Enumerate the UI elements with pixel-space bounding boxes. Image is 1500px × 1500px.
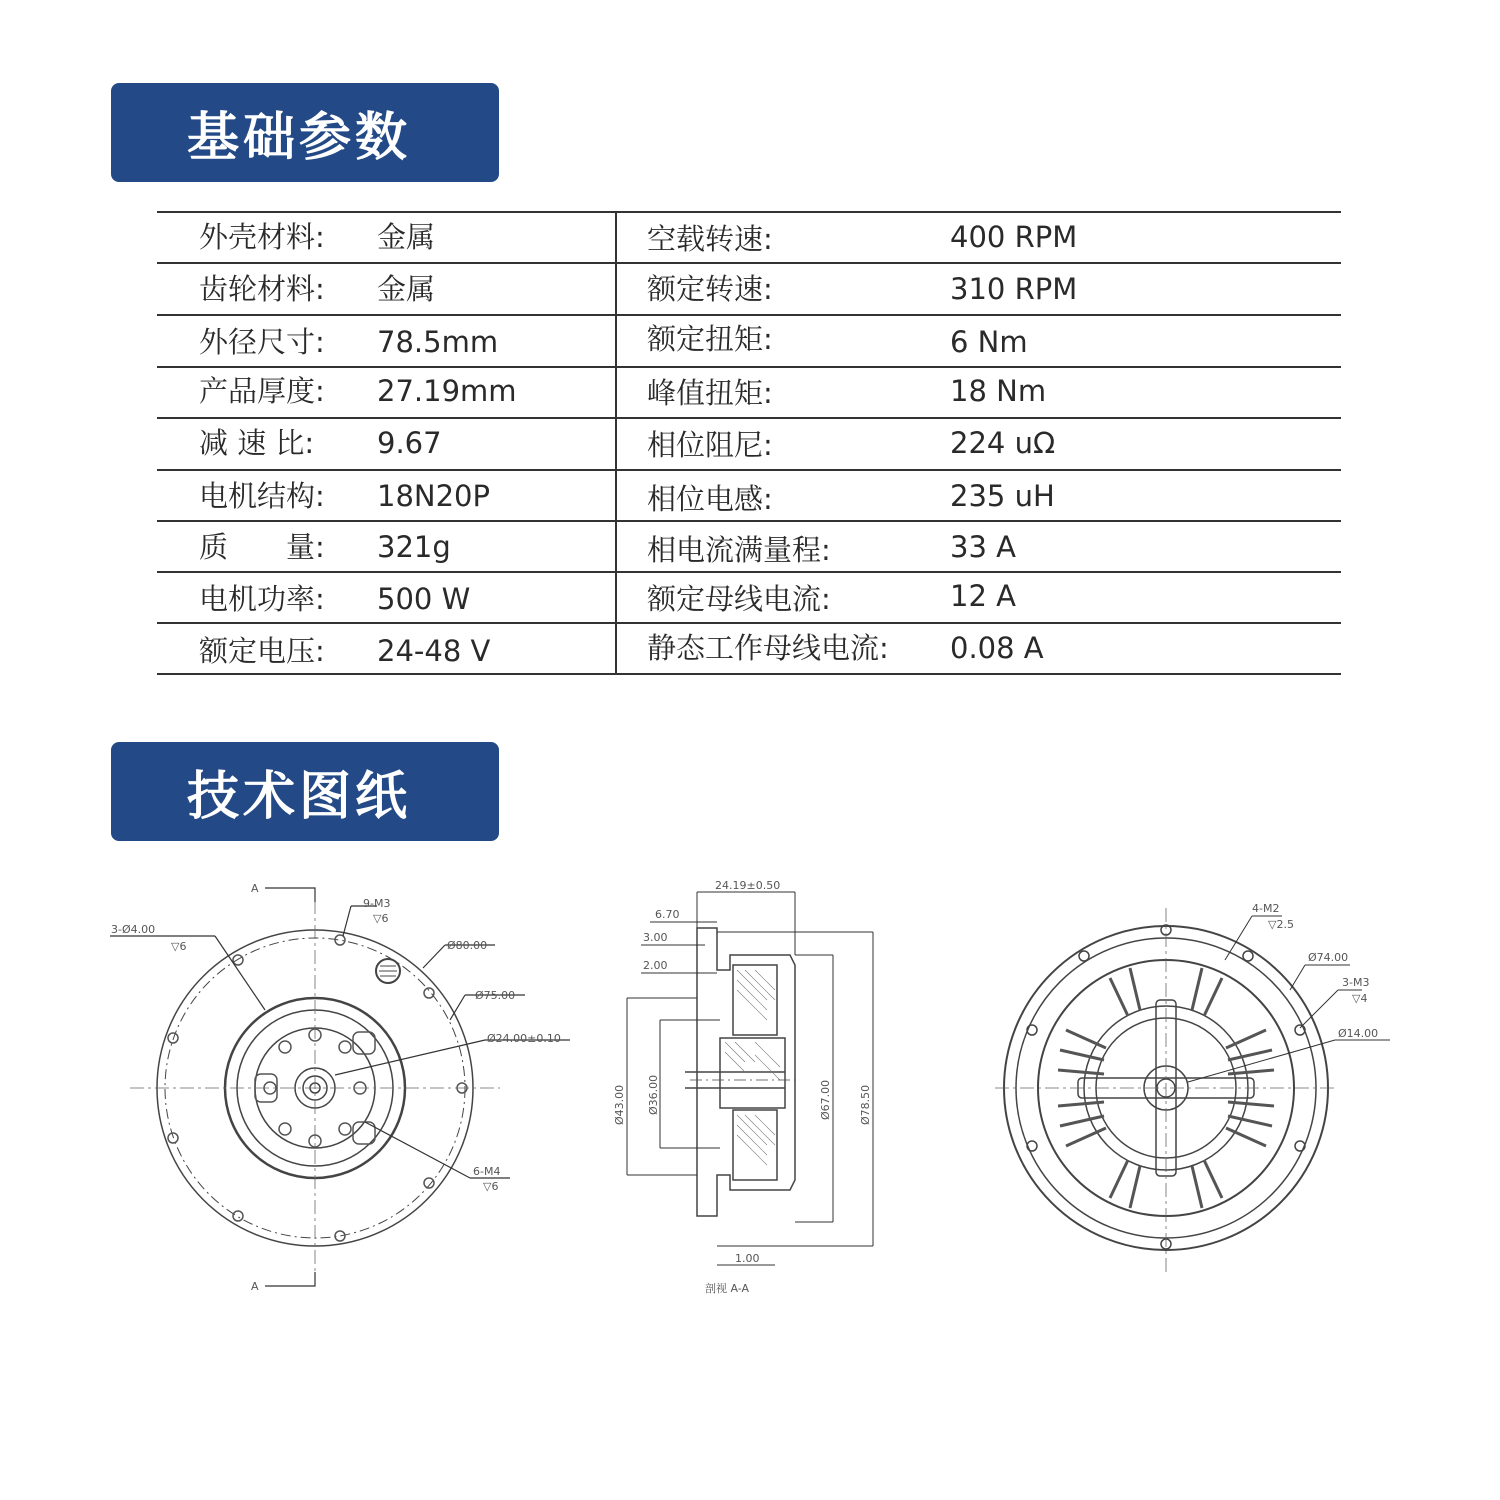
spec-value: 500 W (377, 582, 471, 616)
spec-value: 6 Nm (950, 325, 1028, 359)
dia-36-label: Ø36.00 (647, 1074, 660, 1115)
spec-label: 减 速 比: (199, 426, 315, 460)
spec-value: 18N20P (377, 479, 490, 513)
spec-value: 27.19mm (377, 374, 517, 408)
spec-value: 310 RPM (950, 272, 1078, 306)
holes-4-depth: ▽2.5 (1268, 918, 1294, 931)
section-banner-basic-params (111, 83, 499, 182)
spec-value: 224 uΩ (950, 426, 1056, 460)
dim-3-00: 3.00 (643, 931, 668, 944)
rear-view-svg (990, 870, 1410, 1300)
section-mark-top: A (251, 882, 259, 895)
spec-table (157, 211, 1341, 675)
spec-value: 9.67 (377, 426, 442, 460)
section-view-svg (605, 870, 895, 1300)
table-divider (615, 211, 617, 675)
holes-4-label: 4-M2 (1252, 902, 1280, 915)
dia-24-label: Ø24.00±0.10 (487, 1032, 561, 1045)
drawing-rear-view (990, 870, 1410, 1300)
spec-label: 峰值扭矩: (647, 376, 773, 410)
spec-label: 额定母线电流: (647, 582, 831, 616)
holes-3-depth: ▽6 (171, 940, 187, 953)
section-title: 基础参数 (187, 108, 412, 168)
spec-value: 33 A (950, 530, 1016, 564)
spec-label: 产品厚度: (199, 374, 325, 408)
spec-value: 321g (377, 530, 451, 564)
holes-3-label: 3-Ø4.00 (111, 923, 156, 936)
holes-3-m3-label: 3-M3 (1342, 976, 1370, 989)
dia-75-label: Ø75.00 (475, 989, 516, 1002)
spec-label: 相位阻尼: (647, 428, 773, 462)
spec-label: 额定电压: (199, 634, 325, 668)
spec-label: 相电流满量程: (647, 533, 831, 567)
dia-80-label: Ø80.00 (447, 939, 488, 952)
spec-value: 24-48 V (377, 634, 491, 668)
spec-label: 空载转速: (647, 222, 773, 256)
spec-label: 外径尺寸: (199, 325, 325, 359)
spec-label: 外壳材料: (199, 220, 325, 254)
spec-label: 质 量: (199, 530, 325, 564)
spec-value: 400 RPM (950, 220, 1078, 254)
spec-value: 12 A (950, 579, 1016, 613)
spec-value: 78.5mm (377, 325, 499, 359)
section-banner-tech-drawings (111, 742, 499, 841)
dim-2-00: 2.00 (643, 959, 668, 972)
front-view-svg (105, 870, 575, 1300)
spec-label: 齿轮材料: (199, 272, 325, 306)
dim-width-total: 24.19±0.50 (715, 879, 781, 892)
spec-label: 额定转速: (647, 272, 773, 306)
dia-14-label: Ø14.00 (1338, 1027, 1379, 1040)
dim-6-70: 6.70 (655, 908, 680, 921)
section-mark-bottom: A (251, 1280, 259, 1293)
spec-value: 金属 (377, 220, 436, 254)
drawing-section-view (605, 870, 895, 1300)
spec-label: 电机功率: (199, 582, 325, 616)
holes-9-label: 9-M3 (363, 897, 391, 910)
dia-67-label: Ø67.00 (819, 1079, 832, 1120)
dim-1-00: 1.00 (735, 1252, 760, 1265)
section-title: 技术图纸 (187, 767, 412, 827)
holes-6-label: 6-M4 (473, 1165, 501, 1178)
dia-43-label: Ø43.00 (613, 1084, 626, 1125)
drawing-front-view (105, 870, 575, 1300)
spec-value: 18 Nm (950, 374, 1047, 408)
spec-label: 相位电感: (647, 482, 773, 516)
holes-3-m3-depth: ▽4 (1352, 992, 1368, 1005)
spec-label: 电机结构: (199, 479, 325, 513)
holes-9-depth: ▽6 (373, 912, 389, 925)
spec-label: 静态工作母线电流: (647, 631, 889, 665)
holes-6-depth: ▽6 (483, 1180, 499, 1193)
spec-value: 235 uH (950, 479, 1055, 513)
spec-label: 额定扭矩: (647, 322, 773, 356)
dia-78-label: Ø78.50 (859, 1084, 872, 1125)
spec-value: 金属 (377, 272, 436, 306)
spec-value: 0.08 A (950, 631, 1044, 665)
section-caption: 剖视 A-A (705, 1282, 750, 1295)
dia-74-label: Ø74.00 (1308, 951, 1349, 964)
